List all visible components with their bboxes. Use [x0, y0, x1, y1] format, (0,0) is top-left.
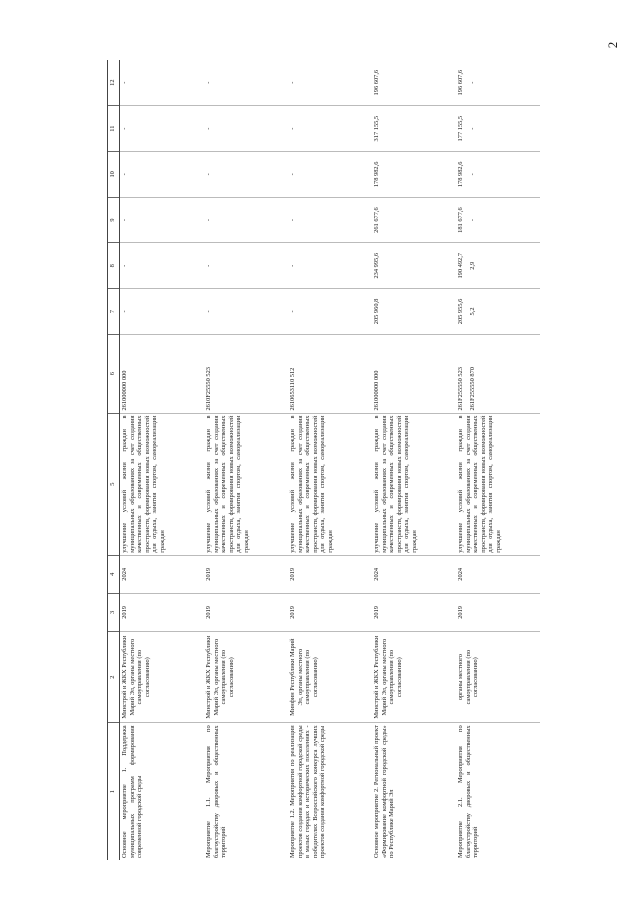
value-cell: -	[120, 152, 205, 198]
expected-result: улучшение условий жизни граждан в муниципальных образованиях за счет создания качественных и современных общественных пространств, формирования новых возможностей для отдыха, занятия спортом, самореализации граждан	[204, 413, 288, 555]
value-cell	[456, 197, 540, 243]
value-cell: -	[204, 106, 288, 152]
value-line: 177 155,5	[457, 115, 464, 142]
rotated-page	[107, 60, 547, 860]
value-cell: -	[204, 60, 288, 106]
page-number: 2	[605, 41, 620, 49]
measure-name: Основное мероприятие 1. Поддержка муниципальных программ формирования современной городской среды	[121, 725, 144, 858]
header-cell: 8	[108, 243, 120, 289]
start-year: 2019	[204, 593, 288, 631]
start-year: 2019	[456, 593, 540, 631]
executor: Минстрой и ЖКХ Республики Марий Эл, органы местного самоуправления (по согласованию)	[120, 631, 205, 722]
value-cell	[456, 243, 540, 289]
value-cell: -	[288, 197, 372, 243]
value-cell	[456, 289, 540, 335]
table-row	[120, 60, 205, 860]
value-cell: -	[288, 243, 372, 289]
value-line: 178 982,6	[457, 161, 464, 188]
value-cell: 234 995,6	[372, 243, 456, 289]
value-cell: 205 960,8	[372, 289, 456, 335]
start-year: 2019	[120, 593, 205, 631]
measure-name: Мероприятие 1.1. Мероприятия по благоустройству дворовых и общественных территорий	[205, 725, 228, 858]
value-cell: 317 155,5	[372, 106, 456, 152]
value-line: -	[468, 218, 476, 222]
value-cell: -	[288, 289, 372, 335]
value-line: -	[468, 127, 476, 130]
value-line: -	[468, 173, 476, 176]
budget-code: 261000000 000	[120, 334, 205, 413]
start-year: 2019	[288, 593, 372, 631]
end-year: 2019	[204, 555, 288, 593]
header-cell: 7	[108, 289, 120, 335]
budget-code-line: 261F255550 870	[468, 367, 476, 411]
budget-code: 261000000 000	[372, 334, 456, 413]
header-cell: 10	[108, 152, 120, 198]
value-cell: -	[120, 197, 205, 243]
header-cell: 11	[108, 106, 120, 152]
value-cell: 261 677,6	[372, 197, 456, 243]
value-line: 2,9	[468, 261, 476, 270]
measure-name: Основное мероприятие 2. Региональный проект «Формирование комфортной городской среды» по Республике Марий Эл	[373, 725, 396, 858]
table-container	[107, 60, 547, 860]
measure-name: Мероприятие 1.2. Мероприятия по реализации проектов создания комфортной городской среды в малых городах и исторических поселениях - победителях Всероссийского конкурса лучших проектов создания комфортной городской среды	[289, 725, 327, 858]
end-year: 2024	[456, 555, 540, 593]
value-line: -	[468, 81, 476, 84]
header-cell: 6	[108, 334, 120, 413]
executor: органы местного самоуправления (по согласованию)	[456, 631, 540, 722]
value-cell	[456, 152, 540, 198]
start-year: 2019	[372, 593, 456, 631]
expected-result: улучшение условий жизни граждан в муниципальных образованиях за счет создания качественных и современных общественных пространств, формирования новых возможностей для отдыха, занятия спортом, самореализации граждан	[288, 413, 372, 555]
value-cell: -	[120, 106, 205, 152]
budget-code	[456, 334, 540, 413]
value-cell: -	[204, 243, 288, 289]
header-cell: 1	[108, 723, 120, 860]
executor: Минстрой и ЖКХ Республики Марий Эл, органы местного самоуправления (по согласованию)	[204, 631, 288, 722]
budget-code-line: 261F255550 523	[457, 367, 464, 411]
value-line: 205 955,6	[457, 298, 464, 325]
value-cell: 196 607,6	[372, 60, 456, 106]
value-line: 181 677,6	[457, 207, 464, 233]
value-cell: -	[120, 289, 205, 335]
program-measures-table	[107, 60, 540, 860]
budget-code: 2610653110 512	[288, 334, 372, 413]
value-cell: -	[288, 60, 372, 106]
value-cell: -	[204, 289, 288, 335]
value-cell: -	[120, 243, 205, 289]
table-row	[204, 60, 288, 860]
end-year: 2024	[372, 555, 456, 593]
executor: Минстрой и ЖКХ Республики Марий Эл, органы местного самоуправления (по согласованию)	[372, 631, 456, 722]
value-cell: -	[204, 152, 288, 198]
header-cell: 3	[108, 593, 120, 631]
header-cell: 5	[108, 413, 120, 555]
table-row	[456, 60, 540, 860]
header-cell: 12	[108, 60, 120, 106]
budget-code: 2610F25550 523	[204, 334, 288, 413]
value-cell	[456, 60, 540, 106]
header-cell: 4	[108, 555, 120, 593]
expected-result: улучшение условий жизни граждан в муниципальных образованиях за счет создания качественных и современных общественных пространств, формирования новых возможностей для отдыха, занятия спортом, самореализации граждан	[372, 413, 456, 555]
header-cell: 9	[108, 197, 120, 243]
end-year: 2024	[120, 555, 205, 593]
value-cell: -	[288, 152, 372, 198]
value-cell: -	[288, 106, 372, 152]
value-cell: -	[204, 197, 288, 243]
value-line: 196 607,6	[457, 69, 464, 96]
expected-result: улучшение условий жизни граждан в муниципальных образованиях за счет создания качественных и современных общественных пространств, формирования новых возможностей для отдыха, занятия спортом, самореализации граждан	[120, 413, 205, 555]
value-cell: -	[120, 60, 205, 106]
value-line: 190 492,7	[457, 252, 464, 279]
header-cell: 2	[108, 631, 120, 722]
expected-result: улучшение условий жизни граждан в муниципальных образованиях за счет создания качественных и современных общественных пространств, формирования новых возможностей для отдыха, занятия спортом, самореализации граждан	[456, 413, 540, 555]
executor: Минфин Республики Марий Эл, органы местного самоуправления (по согласованию)	[288, 631, 372, 722]
table-row	[288, 60, 372, 860]
value-cell: 178 982,6	[372, 152, 456, 198]
end-year: 2019	[288, 555, 372, 593]
header-row	[108, 60, 120, 860]
value-line: 5,2	[468, 307, 476, 316]
table-row	[372, 60, 456, 860]
value-cell	[456, 106, 540, 152]
measure-name: Мероприятие 2.1. Мероприятия по благоустройству дворовых и общественных территорий	[457, 725, 480, 858]
